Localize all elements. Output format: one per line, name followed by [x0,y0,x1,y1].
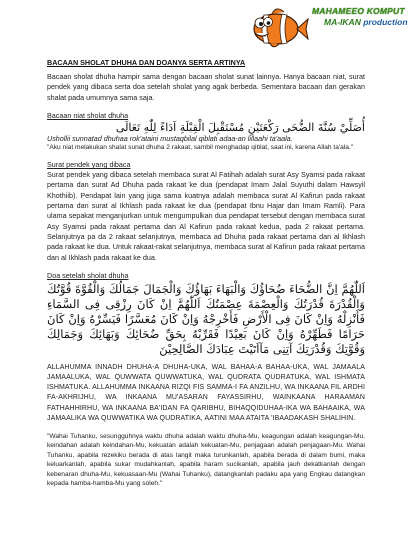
fish-mascot-icon [242,3,310,51]
logo-subtitle-part1: MA-IKAN [324,17,361,27]
doa-heading: Doa setelah sholat dhuha [47,270,129,280]
document-body [47,58,365,489]
logo-subtitle-part2: production [360,17,408,27]
logo-subtitle [324,17,408,27]
document-title: BACAAN SHOLAT DHUHA DAN DOANYA SERTA ARTINYA [47,58,246,67]
niat-heading: Bacaan niat sholat dhuha [47,110,129,120]
surat-paragraph: Surat pendek yang dibaca setelah membaca surat Al Fatihah adalah surat Asy Syamsi pada rakaat pertama dan surat Ad Dhuha pada rakaat ke dua (pendapat Imam Jalal Suyuthi dalam Hawsyil Khothiib). Pendapat lain yang juga sama kuatnya adalah membaca surat Al Kafirun pada rakaat pertama dan surat al Ikhlash pada rakaat ke dua (pendapat Ibnu Hajar dan Imam Ramli). Para ulama sepakat menganjurkan untuk mengumpulkan dua pendapat tersebut dengan membaca surat Asy Syamsi pada rakaat pertama dan Al Kafirun pada rakaat kedua, pada 2 rakaat pertama. Selanjutnya pa da 2 rakaat selanjutnya, membaca ad Dhuha pada rakaat pertama dan al Ikhlash pada rakaat ke dua. Untuk rakaat-rakat selanjutnya, membaca surat al Kafirun pada rakaat pertama dan al Ikhlash pada rakaat ke dua. [47,170,365,262]
logo [242,3,408,53]
intro-paragraph: Bacaan sholat dhuha hampir sama dengan bacaan sholat sunat lainnya. Hanya bacaan niat, surat pendek yang dibaca serta doa setelah sholat yang agak berbeda. Sementara bacaan dan gerakan shalat pada umumnya sama saja. [47,72,365,102]
doa-transliteration: ALLAHUMMA INNADH DHUHA-A DHUHA-UKA, WAL BAHAA-A BAHAA-UKA, WAL JAMAALA JAMAALUKA, WAL QUWWATA QUWWATUKA, WAL QUDRATA QUDRATUKA, WAL ISHMATA ISHMATUKA. ALLAHUMMA INKAANA RIZQI FIS SAMMA-I FA ANZILHU, WA INKAANA FIL ARDHI FA-AKHRIJHU, WA INKAANA MU'ASARAN FAYASSIRHU, WAINKAANA HARAAMAN FATHAHHIRHU, WA INKAANA BA'IDAN FA QARIBHU, BIHAQQIDUHAA-IKA WA BAHAAIKA, WA JAMAALIKA WA QUWWATIKA WA QUDRATIKA, AATINI MAA ATAITA 'IBAADAKASH SHALIHIN. [47,363,365,422]
niat-transliteration: Ushollii sunnatad dhuhaa rok'ataini mustaqbilal qiblati adaa-an lillaahi ta'aala. [47,133,293,143]
surat-heading: Surat pendek yang dibaca [47,160,131,170]
logo-title: MAHAMEEO KOMPUT [312,6,405,16]
niat-arabic: أُصَلِّيْ سُنَّةَ الضُّحَى رَكْعَتَيْنِ مُسْتَقْبِلَ الْقِبْلَةِ اَدَاءً لِلّٰهِ تَعَالَى [115,120,365,134]
niat-meaning: "Aku niat melakukan shalat sunat dhuha 2 rakaat, sambil menghadap qiblat, saat ini, karena Allah ta'ala." [47,143,354,151]
doa-meaning: "Wahai Tuhanku, sesungguhnya waktu dhuha adalah waktu dhuha-Mu, keagungan adalah keagungan-Mu, keindahan adalah keindahan-Mu, kekuatan adalah kekuatan-Mu, penjagaan adalah penjagaan-Mu. Wahai Tuhanku, apabila rezekiku berada di atas langit maka turunkanlah, apabila berada di dalam bumi, maka keluarkanlah, apabila sukar mudahkanlah, apabila haram sucikanlah, apabila jauh dekatkanlah dengan kebenaran dhuha-Mu, kekuasaan-Mu (Wahai Tuhanku), datangkanlah padaku apa yang Engkau datangkan kepada hamba-hamba-Mu yang soleh." [47,433,365,488]
doa-arabic: اَللّٰهُمَّ اِنَّ الضُّحَاءَ ضُحَاؤُكَ وَالْبَهَاءَ بَهَاؤُكَ وَالْجَمَالَ جَمَالُكَ وَالْقُوَّةَ قُوَّتُكَ وَالْقُدْرَةَ قُدْرَتُكَ وَالْعِصْمَةَ عِصْمَتُكَ اَللّٰهُمَّ اِنْ كَانَ رِزْقِى فِى السَّمَاءِ فَأَنْزِلْهُ وَاِنْ كَانَ فِى الْأَرْضِ فَأَخْرِجْهُ وَاِنْ كَانَ مُعَسَّرًا فَيَسِّرْهُ وَاِنْ كَانَ حَرَامًا فَطَهِّرْهُ وَاِنْ كَانَ بَعِيْدًا فَقَرِّبْهُ بِحَقِّ ضُحَائِكَ وَبَهَائِكَ وَجَمَالِكَ وَقُوَّتِكَ وَقُدْرَتِكَ آتِنِى مَآاَتَيْتَ عِبَادَكَ الصَّالِحِيْنَ [47,281,365,356]
